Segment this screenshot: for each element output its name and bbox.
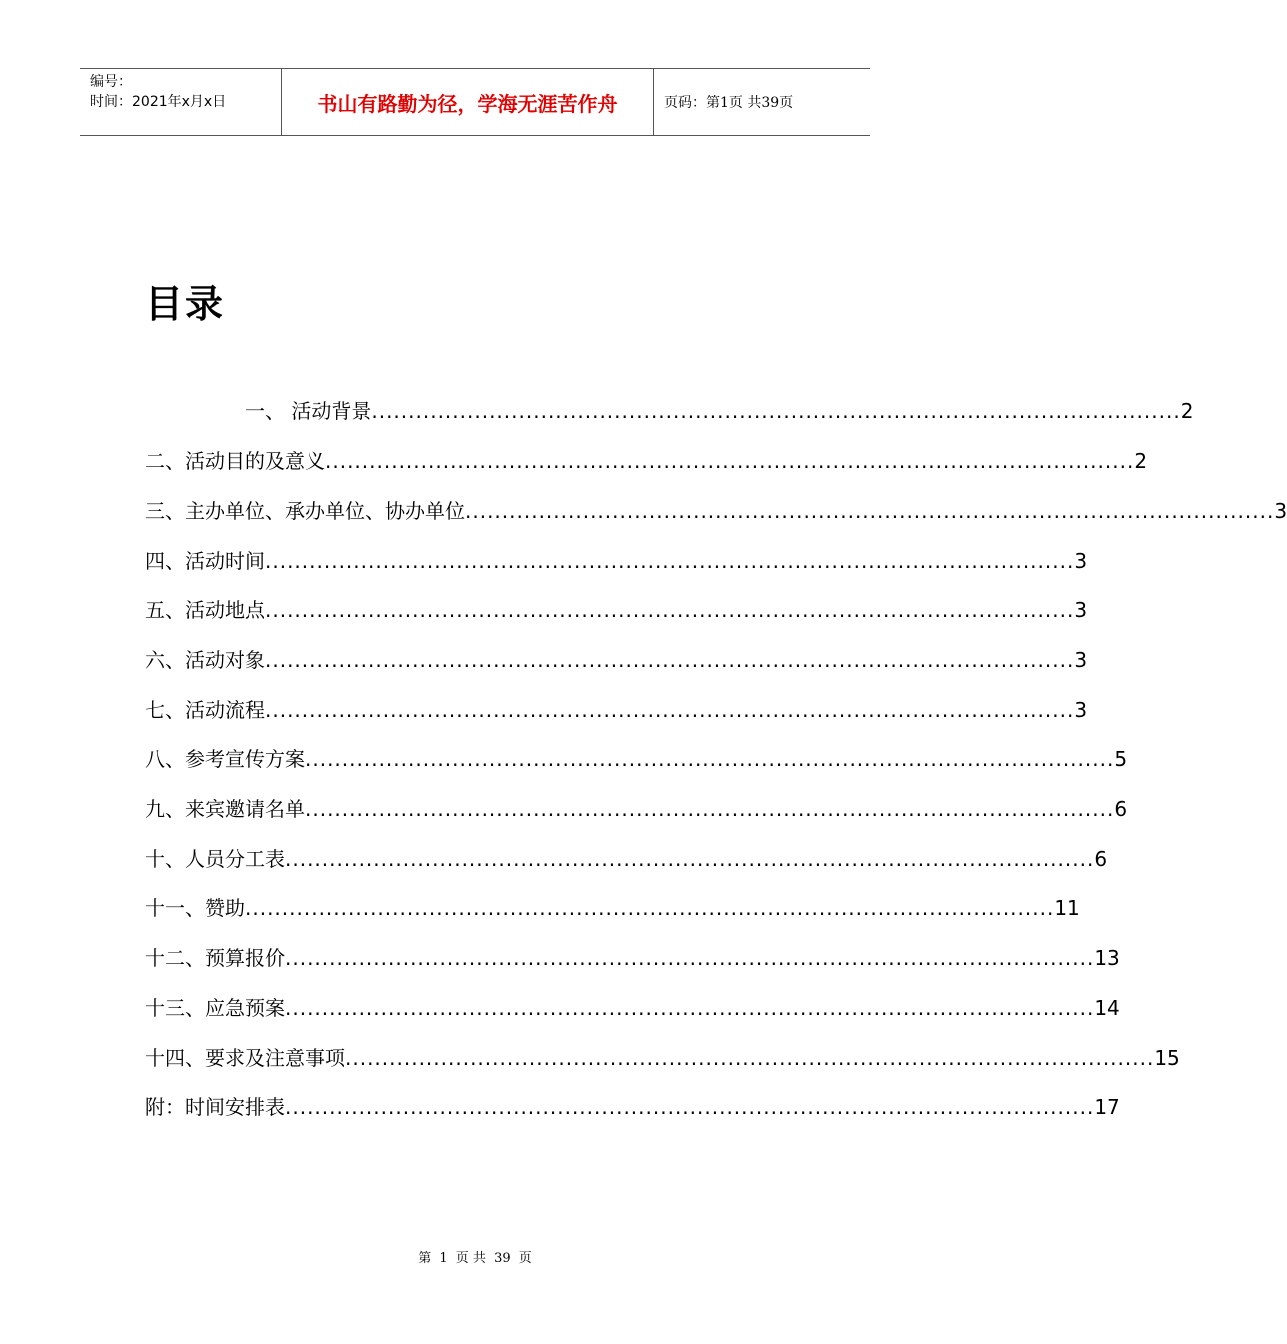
toc-entry-page: 6 xyxy=(1114,797,1128,821)
toc-entry-text: 十一、赞助 xyxy=(145,896,245,920)
toc-entry-page: 2 xyxy=(1134,449,1148,473)
page-title: 目录 xyxy=(145,282,226,326)
toc-leader-dots: .............................................................................................................. xyxy=(285,946,1095,970)
toc-leader-dots: .............................................................................................................. xyxy=(265,698,1075,722)
toc-entry-text: 四、活动时间 xyxy=(145,549,265,573)
toc-leader-dots: .............................................................................................................. xyxy=(305,797,1115,821)
toc-entry-page: 5 xyxy=(1114,747,1128,771)
toc-entry[interactable] xyxy=(145,495,1287,524)
toc-entry[interactable] xyxy=(145,445,1148,474)
footer-total-pages: 39 xyxy=(494,1251,511,1266)
toc-entry-page: 14 xyxy=(1094,996,1120,1020)
footer-suffix: 页 xyxy=(518,1251,532,1266)
toc-leader-dots: .............................................................................................................. xyxy=(265,549,1075,573)
toc-leader-dots: .............................................................................................................. xyxy=(285,847,1095,871)
toc-entry[interactable] xyxy=(145,644,1088,673)
toc-entry-page: 6 xyxy=(1094,847,1108,871)
toc-entry-page: 3 xyxy=(1274,499,1287,523)
toc-entry[interactable] xyxy=(145,843,1108,872)
page-footer xyxy=(0,1247,950,1266)
toc-leader-dots: .............................................................................................................. xyxy=(325,449,1135,473)
toc-entry-page: 3 xyxy=(1074,698,1088,722)
toc-entry-page: 17 xyxy=(1094,1095,1120,1119)
toc-entry[interactable] xyxy=(145,545,1088,574)
toc-entry-text: 一、 活动背景 xyxy=(245,399,372,423)
toc-entry-page: 13 xyxy=(1094,946,1120,970)
header-number: 编号： xyxy=(90,74,132,90)
footer-prefix: 第 xyxy=(418,1251,432,1266)
toc-leader-dots: .............................................................................................................. xyxy=(245,896,1055,920)
toc-entry-text: 八、参考宣传方案 xyxy=(145,747,305,771)
header-page-info: 页码：第1页 共39页 xyxy=(664,95,794,111)
toc-entry[interactable] xyxy=(145,743,1128,772)
toc-entry-text: 十三、应急预案 xyxy=(145,996,285,1020)
toc-entry[interactable] xyxy=(145,992,1120,1021)
toc-leader-dots: .............................................................................................................. xyxy=(345,1046,1155,1070)
toc-entry-text: 十二、预算报价 xyxy=(145,946,285,970)
toc-entry-page: 3 xyxy=(1074,648,1088,672)
toc-entry[interactable] xyxy=(145,594,1088,623)
toc-leader-dots: .............................................................................................................. xyxy=(371,399,1181,423)
header-meta xyxy=(80,69,281,135)
toc-entry[interactable] xyxy=(145,942,1120,971)
toc-entry-text: 九、来宾邀请名单 xyxy=(145,797,305,821)
toc-entry[interactable] xyxy=(145,1091,1120,1120)
toc-entry[interactable] xyxy=(245,395,1194,424)
toc-leader-dots: .............................................................................................................. xyxy=(265,598,1075,622)
toc-leader-dots: .............................................................................................................. xyxy=(285,1095,1095,1119)
footer-mid: 页 共 xyxy=(455,1251,486,1266)
toc-entry-page: 2 xyxy=(1180,399,1194,423)
toc-entry-page: 3 xyxy=(1074,598,1088,622)
toc-entry-text: 三、主办单位、承办单位、协办单位 xyxy=(145,499,465,523)
toc-entry-text: 五、活动地点 xyxy=(145,598,265,622)
header-motto: 书山有路勤为径，学海无涯苦作舟 xyxy=(281,69,654,135)
toc-entry-page: 11 xyxy=(1054,896,1080,920)
toc-entry[interactable] xyxy=(145,793,1128,822)
toc-entry[interactable] xyxy=(145,1042,1180,1071)
header-time: 时间：2021年x月x日 xyxy=(90,94,227,110)
toc-leader-dots: .............................................................................................................. xyxy=(465,499,1275,523)
toc-entry-page: 3 xyxy=(1074,549,1088,573)
toc-entry-text: 二、活动目的及意义 xyxy=(145,449,325,473)
toc-entry-page: 15 xyxy=(1154,1046,1180,1070)
toc-entry-text: 十四、要求及注意事项 xyxy=(145,1046,345,1070)
toc-entry-text: 附：时间安排表 xyxy=(145,1095,285,1119)
page-header xyxy=(80,68,870,136)
toc-entry[interactable] xyxy=(145,892,1080,921)
toc-leader-dots: .............................................................................................................. xyxy=(305,747,1115,771)
toc-leader-dots: .............................................................................................................. xyxy=(265,648,1075,672)
footer-page-number: 1 xyxy=(439,1251,448,1266)
toc-leader-dots: .............................................................................................................. xyxy=(285,996,1095,1020)
toc-entry-text: 十、人员分工表 xyxy=(145,847,285,871)
toc-entry[interactable] xyxy=(145,694,1088,723)
toc-entry-text: 七、活动流程 xyxy=(145,698,265,722)
toc-entry-text: 六、活动对象 xyxy=(145,648,265,672)
